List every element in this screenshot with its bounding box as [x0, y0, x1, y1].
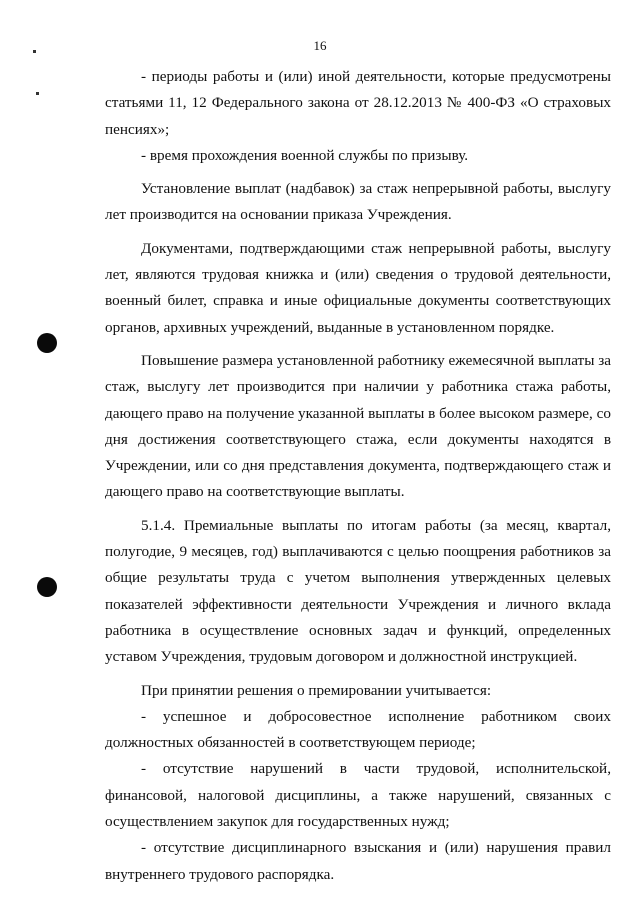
paragraph-criterion-no-penalty: - отсутствие дисциплинарного взыскания и (или) нарушения правил внутреннего трудового распорядка. — [105, 839, 611, 883]
paragraph-pension-periods: - периоды работы и (или) иной деятельности, которые предусмотрены статьями 11, 12 Федерального закона от 28.12.2013 № 400-ФЗ «О страховых пенсиях»; — [105, 68, 611, 138]
punch-hole-bottom — [37, 577, 57, 597]
paragraph-criterion-no-violations: - отсутствие нарушений в части трудовой, исполнительской, финансовой, налоговой дисциплины, а также нарушений, связанных с осуществлением закупок для государственных нужд; — [105, 760, 611, 831]
paragraph-increase: Повышение размера установленной работнику ежемесячной выплаты за стаж, выслугу лет производится при наличии у работника стажа работы, дающего право на получение указанной выплаты в более высоком размере, со дня достижения соответствующего стажа, если документы находятся в Учреждении, или со дня представления документа, подтверждающего стаж и дающего право на соответствующие выплаты. — [105, 351, 611, 501]
page-number: 16 — [313, 38, 327, 53]
paragraph-5-1-4: 5.1.4. Премиальные выплаты по итогам работы (за месяц, квартал, полугодие, 9 месяцев, год) выплачиваются с целью поощрения работников за общие результаты труда с учетом выполнения утвержденных целевых показателей эффективности деятельности Учреждения и личного вклада работника в осуществление основных задач и функций, определенных уставом Учреждения, трудовым договором и должностной инструкцией. — [105, 516, 611, 666]
scan-speck — [36, 92, 39, 95]
scan-speck — [33, 50, 36, 53]
document-body — [105, 64, 611, 888]
punch-hole-top — [37, 333, 57, 353]
paragraph-military-service: - время прохождения военной службы по призыву. — [141, 146, 469, 164]
paragraph-bonus-criteria-intro: При принятии решения о премировании учитывается: — [141, 681, 492, 699]
paragraph-criterion-performance: - успешное и добросовестное исполнение работником своих должностных обязанностей в соответствующем периоде; — [105, 707, 611, 752]
paragraph-documents: Документами, подтверждающими стаж непрерывной работы, выслугу лет, являются трудовая книжка и (или) сведения о трудовой деятельности, военный билет, справка и иные официальные документы соответствующих органов, архивных учреждений, выданные в установленном порядке. — [105, 239, 611, 336]
paragraph-establishment: Установление выплат (надбавок) за стаж непрерывной работы, выслугу лет производится на основании приказа Учреждения. — [105, 180, 611, 224]
